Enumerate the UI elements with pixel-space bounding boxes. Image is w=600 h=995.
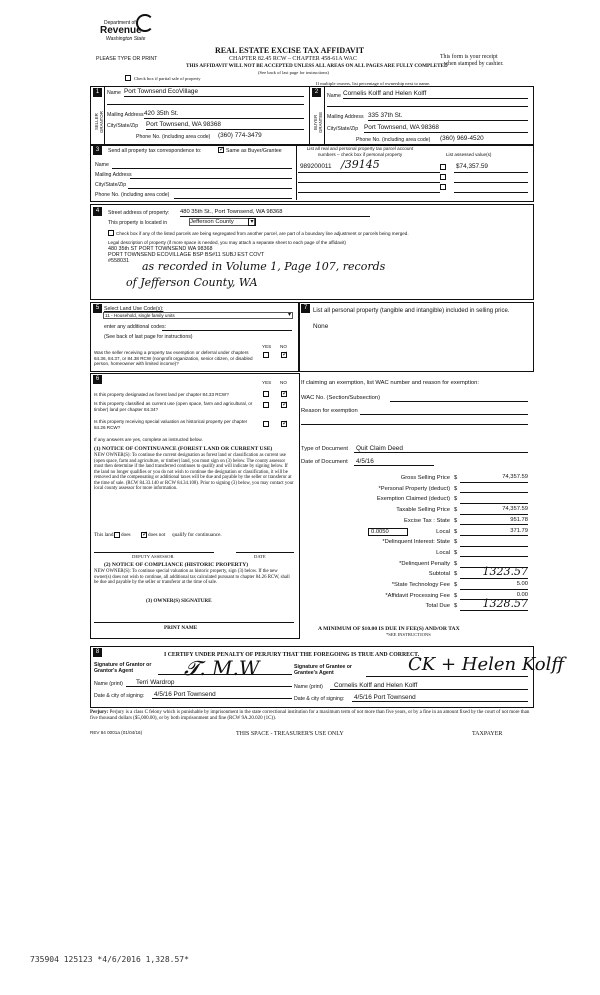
- dept-line1: Department of: [104, 20, 136, 26]
- county-label: This property is located in: [108, 220, 168, 226]
- date-label: DATE: [254, 554, 266, 559]
- tax-row-dollar: $: [454, 485, 458, 492]
- taxpayer-label: TAXPAYER: [472, 731, 503, 737]
- tax-row-label: *Delinquent Penalty: [399, 560, 450, 567]
- current-use-yes-checkbox[interactable]: [263, 402, 269, 408]
- tax-row-dollar: $: [454, 517, 458, 524]
- buyer-name-label: Name: [327, 93, 341, 99]
- tax-row-label: Exemption Claimed (deduct): [376, 496, 450, 503]
- yes-header-6: YES: [262, 380, 272, 385]
- receipt-note-2: when stamped by cashier.: [444, 61, 504, 67]
- parcel-header: List all real and personal property tax parcel account numbers – check box if personal property: [306, 146, 414, 157]
- grantor-name: Terri Wardrop: [136, 679, 175, 686]
- does-label: does: [121, 532, 131, 538]
- tax-row-dollar: $: [454, 603, 458, 610]
- land-use-see-back: (See back of last page for instructions): [104, 334, 193, 340]
- does-checkbox[interactable]: [114, 532, 120, 538]
- tax-row-dollar: $: [454, 528, 458, 535]
- if-yes-note: If any answers are yes, complete as instructed below.: [94, 437, 203, 442]
- notice-1-body: NEW OWNER(S): To continue the current designation as forest land or classification as current use (open space, farm and agriculture, or timber) land, you must sign on (3) below. The county assessor must then determine if the land transferred continues to qualify and will indicate by signing below. If the land no longer qualifies or you do not wish to continue the designation or classification, it will be removed and the compensating or additional taxes will be due and payable by the seller or transferor at the time of sale. (RCW 84.33.140 or RCW 84.34.108). Prior to signing (3) below, you may contact your local county assessor for more information.: [94, 453, 294, 491]
- personal-property-value: None: [313, 323, 329, 330]
- current-use-no-checkbox[interactable]: [281, 402, 287, 408]
- rev-number: REV 84 0001a (01/04/16): [90, 730, 143, 735]
- buyer-name: Cornelis Kolff and Helen Kolff: [343, 90, 427, 97]
- certify-statement: I CERTIFY UNDER PENALTY OF PERJURY THAT THE FOREGOING IS TRUE AND CORRECT.: [164, 652, 420, 658]
- seller-city-label: City/State/Zip: [107, 123, 139, 129]
- land-use-code: 11 - Household, single family units: [105, 313, 175, 318]
- additional-codes-label: enter any additional codes:: [104, 324, 167, 330]
- notice-1-title: (1) NOTICE OF CONTINUANCE (FOREST LAND OR CURRENT USE): [94, 446, 273, 452]
- tax-row-dollar: $: [454, 475, 458, 481]
- legal-line-1: 480 35th ST PORT TOWNSEND WA 98368: [108, 246, 213, 252]
- buyer-phone: (360) 969-4520: [440, 135, 484, 142]
- section-8-number: 8: [93, 648, 102, 657]
- buyer-city-label: City/State/Zip: [327, 126, 359, 132]
- notice-2-title: (2) NOTICE OF COMPLIANCE (HISTORIC PROPERTY): [104, 562, 249, 568]
- tax-row-value: 1328.57: [482, 597, 528, 611]
- dept-line3: Washington State: [106, 36, 146, 42]
- seller-mailing: 420 35th St.: [144, 110, 179, 117]
- doc-type-value: Quit Claim Deed: [356, 445, 403, 452]
- tax-row-value: 74,357.59: [502, 474, 528, 480]
- no-header-5: NO: [280, 344, 287, 349]
- recording-stamp: 735904 125123 *4/6/2016 1,328.57*: [30, 955, 189, 964]
- county-dropdown-arrow[interactable]: [248, 218, 256, 226]
- exemption-yes-checkbox[interactable]: [263, 352, 269, 358]
- see-instructions-note: *SEE INSTRUCTIONS: [386, 632, 431, 637]
- wac-label: WAC No. (Section/Subsection): [301, 395, 381, 401]
- parcel-personal-checkbox-1[interactable]: [440, 164, 446, 170]
- parcel-personal-checkbox-2[interactable]: [440, 174, 446, 180]
- correspondence-label: Send all property tax correspondence to:: [108, 148, 202, 154]
- exemption-question: Was the seller receiving a property tax exemption or deferral under chapters 84.36, 84.37, or 84.38 RCW (nonprofit organization, senior citizen, or disabled person, homeowner with limited income)?: [94, 350, 253, 367]
- corr-city-label: City/State/Zip: [95, 182, 127, 188]
- local-rate-field[interactable]: 0.0050: [368, 528, 408, 536]
- tax-row-label: *Personal Property (deduct): [378, 485, 450, 492]
- tax-row-label: *Affidavit Processing Fee: [385, 592, 450, 599]
- segregation-checkbox[interactable]: [108, 230, 114, 236]
- grantor-date: 4/5/16 Port Townsend: [154, 691, 216, 698]
- grantee-date-label: Date & city of signing:: [294, 696, 345, 702]
- form-chapter: CHAPTER 82.45 RCW – CHAPTER 458-61A WAC: [229, 56, 357, 62]
- legal-handwritten-1: as recorded in Volume 1, Page 107, records: [142, 260, 386, 273]
- dept-line2: Revenue: [100, 25, 142, 36]
- tax-row-value: 0.00: [516, 591, 528, 598]
- section-2-number: 2: [312, 88, 321, 97]
- tax-row-value: 371.79: [510, 527, 528, 534]
- forest-no-checkbox[interactable]: [281, 391, 287, 397]
- buyer-phone-label: Phone No. (including area code): [356, 137, 431, 143]
- street-address: 480 35th St., Port Townsend, WA 98368: [180, 209, 283, 215]
- owner-signature-label: (3) OWNER(S) SIGNATURE: [146, 598, 212, 604]
- grantee-date: 4/5/16 Port Townsend: [354, 694, 416, 701]
- corr-mailing-label: Mailing Address: [95, 172, 132, 178]
- county-value: Jefferson County: [190, 219, 234, 225]
- historic-no-checkbox[interactable]: [281, 421, 287, 427]
- perjury-body: Perjury is a class C felony which is punishable by imprisonment in the state correctional institution for a maximum term of not more than five years, or by a fine in an amount fixed by the court of not more than five thousand dollars ($5,000.00), or by both imprisonment and fine (RCW 9A.20.020 (1C)).: [90, 710, 530, 721]
- perjury-label: Perjury:: [90, 710, 109, 715]
- print-name-label: PRINT NAME: [164, 625, 198, 631]
- personal-property-label: List all personal property (tangible and intangible) included in selling price.: [313, 308, 510, 314]
- corr-name-label: Name: [95, 162, 109, 168]
- tax-row-dollar: $: [454, 582, 458, 588]
- same-as-buyer-label: Same as Buyer/Grantee: [226, 148, 282, 154]
- section-1-number: 1: [93, 88, 102, 97]
- seller-city: Port Townsend, WA 98368: [146, 121, 221, 128]
- grantor-name-label: Name (print): [94, 681, 123, 687]
- treasurer-note: THIS SPACE - TREASURER'S USE ONLY: [236, 731, 344, 737]
- section-4-number: 4: [93, 207, 102, 216]
- perjury-text: [90, 710, 534, 722]
- exemption-no-checkbox[interactable]: [281, 352, 287, 358]
- section-3-number: 3: [93, 146, 102, 155]
- does-not-label: does not: [148, 532, 166, 538]
- parcel-personal-checkbox-3[interactable]: [440, 184, 446, 190]
- same-as-buyer-checkbox[interactable]: [218, 147, 224, 153]
- tax-row-value: 951.78: [510, 516, 528, 523]
- tax-row-label: Total Due: [425, 603, 450, 610]
- forest-yes-checkbox[interactable]: [263, 391, 269, 397]
- exemption-label: If claiming an exemption, list WAC number and reason for exemption:: [301, 380, 479, 386]
- parcel-handwritten: /39145: [341, 158, 380, 171]
- grantor-signature-image: 𝓣. M.W: [184, 656, 260, 680]
- corr-phone-label: Phone No. (including area code): [95, 192, 170, 198]
- seller-mailing-label: Mailing Address: [107, 112, 144, 118]
- tax-row-label: *State Technology Fee: [391, 582, 450, 588]
- tax-row-dollar: $: [454, 496, 458, 503]
- form-warning: THIS AFFIDAVIT WILL NOT BE ACCEPTED UNLESS ALL AREAS ON ALL PAGES ARE FULLY COMPLETED: [186, 63, 448, 69]
- doc-date-value: 4/5/16: [356, 458, 374, 465]
- does-not-checkbox[interactable]: [141, 532, 147, 538]
- minimum-fee-note: A MINIMUM OF $10.00 IS DUE IN FEE(S) AND/OR TAX: [318, 626, 460, 632]
- seller-side-label: SELLER GRANTOR: [94, 111, 104, 133]
- grantee-signature-label: Signature of Grantee or Grantee's Agent: [294, 664, 352, 677]
- tax-row-label: *Delinquent Interest: State: [382, 539, 450, 546]
- legal-handwritten-2: of Jefferson County, WA: [126, 276, 258, 289]
- forest-question: Is this property designated as forest land per chapter 84.33 RCW?: [94, 392, 229, 397]
- assessed-value: $74,357.59: [456, 163, 488, 170]
- street-label: Street address of property:: [108, 210, 170, 216]
- tax-row-dollar: $: [454, 507, 458, 514]
- land-use-label: Select Land Use Code(s):: [104, 306, 164, 312]
- see-back-note: (See back of last page for instructions): [258, 70, 329, 75]
- partial-sale-checkbox[interactable]: [125, 75, 131, 81]
- tax-row-dollar: $: [454, 560, 458, 567]
- tax-row-label: Local: [436, 549, 450, 556]
- reason-label: Reason for exemption: [301, 408, 358, 414]
- county-dropdown[interactable]: [189, 218, 255, 226]
- deputy-assessor-label: DEPUTY ASSESSOR: [132, 554, 174, 559]
- seller-phone: (360) 774-3479: [218, 132, 262, 139]
- grantee-name-label: Name (print): [294, 684, 323, 690]
- tax-row-label: Gross Selling Price: [400, 475, 450, 481]
- grantee-signature-image: CK + Helen Kolff: [408, 654, 565, 675]
- chevron-down-icon: ▾: [250, 219, 254, 225]
- receipt-note-1: This form is your receipt: [440, 54, 498, 60]
- no-header-6: NO: [280, 380, 287, 385]
- form-title: REAL ESTATE EXCISE TAX AFFIDAVIT: [215, 46, 365, 55]
- legal-label: Legal description of property (if more space is needed, you may attach a separate sheet to each page of the affidavit): [108, 240, 346, 245]
- tax-row-value: 74,357.59: [502, 506, 528, 513]
- grantee-name: Cornelis Kolff and Helen Kolff: [334, 682, 418, 689]
- section-7-number: 7: [301, 304, 310, 313]
- historic-question: Is this property receiving special valuation as historical property per chapter 84.26 RCW?: [94, 419, 248, 430]
- assessed-header: List assessed value(s): [446, 152, 492, 157]
- tax-row-dollar: $: [454, 539, 458, 546]
- doc-type-label: Type of Document: [301, 446, 349, 452]
- buyer-mailing-label: Mailing Address: [327, 114, 364, 120]
- qualify-label: qualify for continuance.: [172, 532, 222, 538]
- tax-row-label: Local: [436, 528, 450, 535]
- current-use-question: Is this property classified as current use (open space, farm and agricultural, or timber) land per chapter 84.34?: [94, 401, 253, 412]
- buyer-city: Port Townsend, WA 98368: [364, 124, 439, 131]
- tax-row-label: Excise Tax : State: [404, 517, 450, 524]
- section-5-number: 5: [93, 304, 102, 313]
- grantor-date-label: Date & city of signing:: [94, 693, 145, 699]
- section-6-number: 6: [93, 375, 102, 384]
- multiple-owners-note: If multiple owners, list percentage of ownership next to name.: [316, 81, 431, 86]
- tax-row-dollar: $: [454, 571, 458, 578]
- tax-row-value: 5.00: [516, 581, 528, 587]
- tax-row-value: 1323.57: [482, 565, 528, 579]
- legal-line-2: PORT TOWNSEND ECOVILLAGE BSP BS#11 SUBJ EST COVT: [108, 252, 265, 258]
- segregation-label: Check box if any of the listed parcels are being segregated from another parcel, are part of a boundary line adjustment or parcels being merged.: [116, 231, 409, 236]
- seller-name-label: Name: [107, 90, 121, 96]
- parcel-number: 989200011: [300, 163, 332, 170]
- type-or-print: PLEASE TYPE OR PRINT: [96, 56, 158, 62]
- seller-name: Port Townsend EcoVillage: [124, 88, 199, 95]
- chevron-down-icon: ▾: [287, 312, 291, 318]
- partial-sale-label: Check box if partial sale of property: [134, 76, 201, 81]
- this-land-label: This land: [94, 532, 114, 538]
- tax-row-dollar: $: [454, 592, 458, 599]
- buyer-side-label: BUYER GRANTEE: [313, 111, 323, 133]
- grantor-signature-label: Signature of Grantor or Grantor's Agent: [94, 662, 152, 675]
- historic-yes-checkbox[interactable]: [263, 421, 269, 427]
- notice-2-body: NEW OWNER(S): To continue special valuation as historic property, sign (3) below. If the new owner(s) does not wish to continue, all additional tax calculated pursuant to chapter 84.26 RCW, shall be due and payable by the seller or transferor at the time of sale.: [94, 569, 290, 585]
- tax-row-dollar: $: [454, 549, 458, 556]
- doc-date-label: Date of Document: [301, 459, 348, 465]
- yes-header-5: YES: [262, 344, 272, 349]
- legal-line-3: #558031: [108, 258, 129, 264]
- tax-row-label: Subtotal: [428, 571, 450, 578]
- tax-row-label: Taxable Selling Price: [396, 507, 450, 514]
- seller-phone-label: Phone No. (including area code): [136, 134, 211, 140]
- land-use-dropdown[interactable]: [103, 312, 293, 319]
- buyer-mailing: 335 37th St.: [368, 112, 403, 119]
